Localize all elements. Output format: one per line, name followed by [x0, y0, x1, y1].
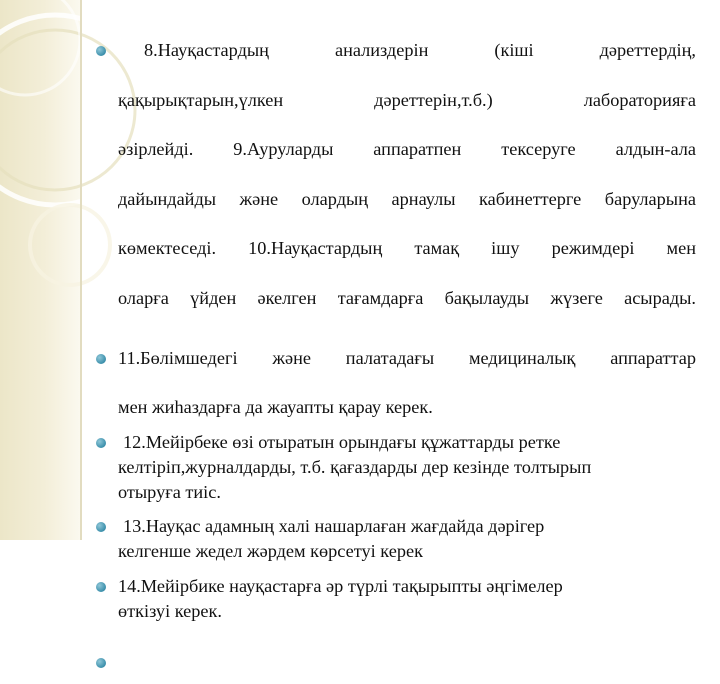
left-divider — [80, 0, 82, 540]
bullet-line — [118, 650, 696, 675]
bullet-line: мен жиһаздарға да жауапты қарау керек. — [118, 397, 433, 418]
bullet-line: қақырықтарын,үлкен дәреттерін,т.б.) лабораторияға — [118, 89, 696, 110]
bullet-line: 12.Мейірбеке өзі отыратын орындағы құжаттарды ретке — [123, 431, 561, 452]
bullet-icon — [96, 438, 106, 448]
slide-content — [96, 38, 696, 684]
bullet-icon — [96, 658, 106, 668]
left-decorative-band — [0, 0, 80, 540]
bullet-line: келтіріп,журналдарды, т.б. қағаздарды дер кезінде толтырып — [118, 456, 592, 477]
bullet-line: 8.Науқастардың анализдерін (кіші дәреттердің, — [144, 40, 696, 60]
bullet-line: отыруға тиіс. — [118, 481, 221, 502]
bullet-line: 11.Бөлімшедегі және палатадағы медициналық аппараттар — [118, 347, 696, 368]
bullet-item-6-empty — [96, 650, 696, 675]
bullet-line: дайындайды және олардың арнаулы кабинеттерге баруларына — [118, 188, 696, 209]
bullet-icon — [96, 582, 106, 592]
bullet-item-2 — [96, 346, 696, 420]
bullet-item-3 — [96, 430, 696, 504]
bullet-line: оларға үйден әкелген тағамдарға бақылауды жүзеге асырады. — [118, 287, 696, 308]
bullet-line: 14.Мейірбике науқастарға әр түрлі тақырыпты әңгімелер — [118, 575, 563, 596]
bullet-item-5 — [96, 574, 696, 624]
bullet-item-4 — [96, 514, 696, 564]
bullet-line: өткізуі керек. — [118, 600, 222, 621]
bullet-line: 13.Науқас адамның халі нашарлаған жағдайда дәрігер — [123, 516, 545, 537]
bullet-item-1 — [96, 38, 696, 336]
bullet-line: көмектеседі. 10.Науқастардың тамақ ішу режимдері мен — [118, 238, 696, 259]
bullet-line: келгенше жедел жәрдем көрсетуі керек — [118, 541, 423, 562]
bullet-icon — [96, 354, 106, 364]
bullet-icon — [96, 46, 106, 56]
bullet-icon — [96, 522, 106, 532]
bullet-line: әзірлейді. 9.Ауруларды аппаратпен тексеруге алдын-ала — [118, 139, 696, 160]
